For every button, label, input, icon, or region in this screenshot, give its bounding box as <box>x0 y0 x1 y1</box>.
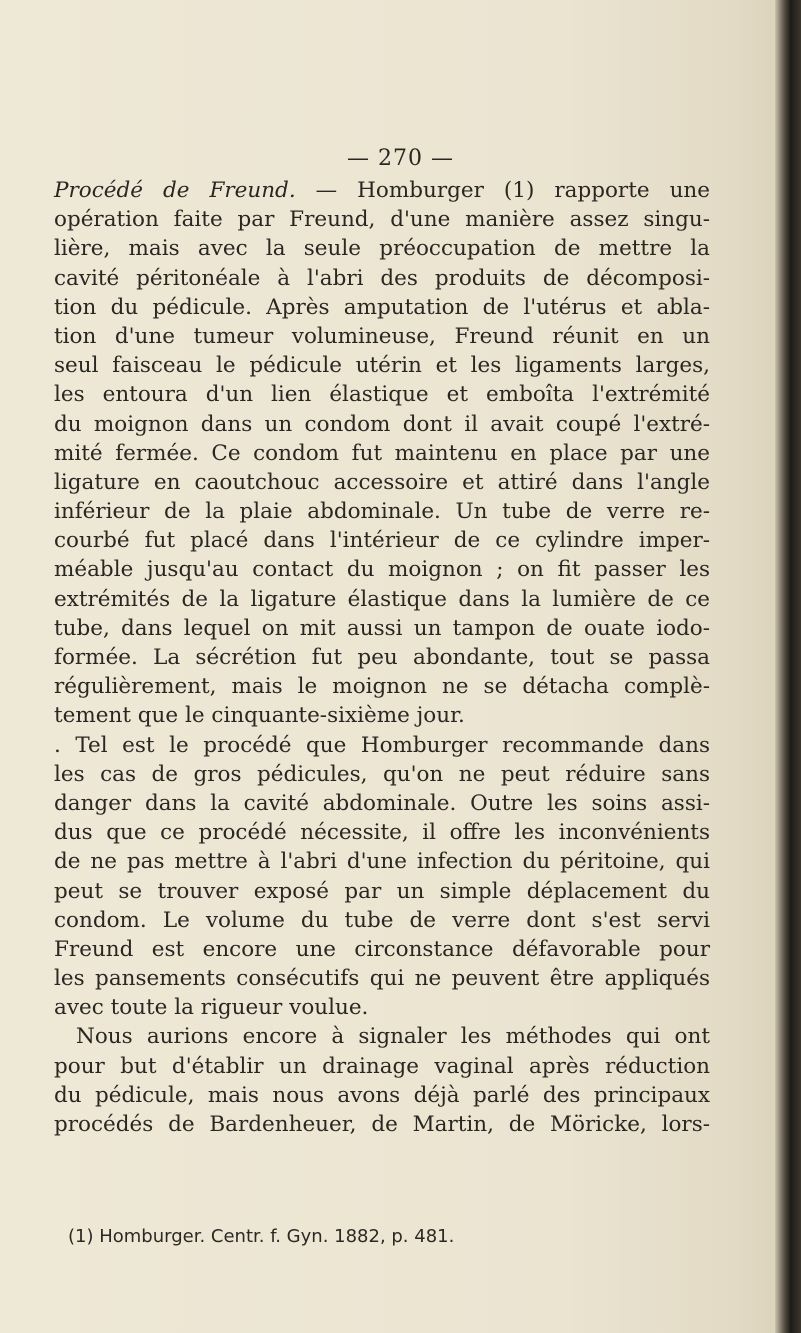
paragraph-1-line: formée. La sécrétion fut peu abondante, tout se passa <box>54 645 710 670</box>
paragraph-3-line: du pédicule, mais nous avons déjà parlé des principaux <box>54 1082 710 1108</box>
paragraph-1-line: les entoura d'un lien élastique et emboîta l'extrémité <box>54 382 710 408</box>
paragraph-1-line: cavité péritonéale à l'abri des produits de décomposi- <box>54 265 710 291</box>
paragraph-2-line: de ne pas mettre à l'abri d'une infection du péritoine, qui <box>54 849 710 875</box>
paragraph-2-line: Freund est encore une circonstance défavorable pour <box>54 936 710 962</box>
paragraph-1-line: tion d'une tumeur volumineuse, Freund réunit en un <box>54 323 710 349</box>
page-number: — 270 — <box>347 146 454 171</box>
paragraph-1-line: ligature en caoutchouc accessoire et attiré dans l'angle <box>54 469 710 495</box>
paragraph-2-line: danger dans la cavité abdominale. Outre les soins assi- <box>54 790 710 816</box>
body-text <box>54 176 710 1139</box>
paragraph-1-line: méable jusqu'au contact du moignon ; on fit passer les <box>54 557 710 583</box>
paragraph-1-line: mité fermée. Ce condom fut maintenu en place par une <box>54 440 710 466</box>
paragraph-2-line: les pansements consécutifs qui ne peuvent être appliqués <box>54 966 710 992</box>
paragraph-3-line: procédés de Bardenheuer, de Martin, de Möricke, lors- <box>54 1112 710 1137</box>
paragraph-1-line: tube, dans lequel on mit aussi un tampon de ouate iodo- <box>54 615 710 641</box>
paragraph-2-line: . Tel est le procédé que Homburger recommande dans <box>54 732 710 758</box>
paragraph-1-line: régulièrement, mais le moignon ne se détacha complè- <box>54 674 710 700</box>
footnote: (1) Homburger. Centr. f. Gyn. 1882, p. 481. <box>68 1226 455 1247</box>
section-heading: Procédé de Freund. <box>54 178 296 203</box>
paragraph-3-line: pour but d'établir un drainage vaginal après réduction <box>54 1053 710 1079</box>
paragraph-2-line: les cas de gros pédicules, qu'on ne peut réduire sans <box>54 761 710 787</box>
paragraph-1-line: extrémités de la ligature élastique dans la lumière de ce <box>54 586 710 612</box>
paragraph-1-line: opération faite par Freund, d'une manière assez singu- <box>54 207 710 233</box>
paragraph-1-line: tion du pédicule. Après amputation de l'utérus et abla- <box>54 294 710 320</box>
paragraph-1-line: seul faisceau le pédicule utérin et les ligaments larges, <box>54 353 710 379</box>
paragraph-1-line: lière, mais avec la seule préoccupation de mettre la <box>54 236 710 262</box>
paragraph-1-line: courbé fut placé dans l'intérieur de ce cylindre imper- <box>54 528 710 554</box>
paragraph-2-line: avec toute la rigueur voulue. <box>54 995 369 1021</box>
paragraph-1-line: — Homburger (1) rapporte une <box>295 178 710 203</box>
paragraph-1-line: inférieur de la plaie abdominale. Un tube de verre re- <box>54 499 710 525</box>
paragraph-1-line: du moignon dans un condom dont il avait coupé l'extré- <box>54 411 710 437</box>
paragraph-1-line: tement que le cinquante-sixième jour. <box>54 703 465 729</box>
book-spine-shadow <box>775 0 801 1333</box>
paragraph-3-line: Nous aurions encore à signaler les méthodes qui ont <box>76 1024 710 1050</box>
paragraph-2-line: dus que ce procédé nécessite, il offre les inconvénients <box>54 820 710 846</box>
paragraph-2-line: condom. Le volume du tube de verre dont s'est servi <box>54 907 710 933</box>
text-line <box>54 176 710 205</box>
paragraph-2-line: peut se trouver exposé par un simple déplacement du <box>54 878 710 904</box>
